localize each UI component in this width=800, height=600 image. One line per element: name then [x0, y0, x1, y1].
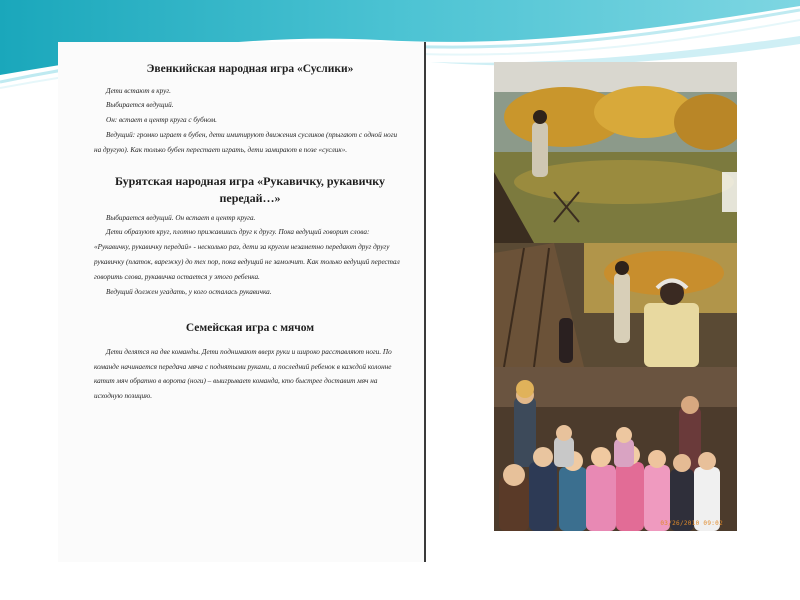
children-group-photo — [494, 367, 737, 531]
paragraph: Дети встают в круг. — [106, 86, 171, 95]
game-section-ball — [94, 321, 406, 404]
paragraph: Он: встает в центр круга с бубном. — [106, 116, 217, 125]
paragraph: Ведущий должен угадать, у кого осталась рукавичка. — [106, 287, 272, 296]
museum-diorama-photo — [494, 62, 737, 243]
game-section-rukavichka — [94, 173, 406, 299]
photo-date-stamp: 03/26/2010 09:02 — [660, 520, 723, 527]
museum-hut-photo — [494, 243, 737, 367]
paragraph: Дети делятся на две команды. Дети поднимают вверх руки и широко расставляют ноги. По команде начинается передача мяча с поднятыми руками, а последний ребенок в каждой колонне катит мяч обратно в ворота (ноги) – выигрывает команда, кто быстрее доставит мяч на исходную позицию. — [94, 347, 392, 401]
game-section-susliki — [94, 62, 406, 157]
paragraph: Дети образуют круг, плотно прижавшись друг к другу. Пока ведущий говорит слова: «Рукавичку, рукавичку передай» - несколько раз, дети за кругом незаметно передают друг другу рукавичку (платок, варежку) до тех пор, пока ведущий не замолчит. Как только ведущий перестал говорить слова, рукавичка остается у этого ребенка. — [94, 228, 400, 281]
paragraph: Выбирается ведущий. Он встает в центр круга. — [106, 213, 256, 222]
scanned-document-page — [58, 42, 426, 562]
photo-collage — [494, 62, 737, 531]
paragraph: Выбирается ведущий. — [106, 101, 174, 110]
section-title: Бурятская народная игра «Рукавичку, рукавичку передай…» — [114, 174, 386, 205]
section-title: Семейская игра с мячом — [185, 322, 315, 335]
paragraph: Ведущий: громко играет в бубен, дети имитируют движения сусликов (прыгают с одной ноги на другую). Как только бубен перестает играть, дети замирают в позе «суслик». — [94, 130, 398, 154]
section-title: Эвенкийская народная игра «Суслики» — [146, 63, 354, 75]
